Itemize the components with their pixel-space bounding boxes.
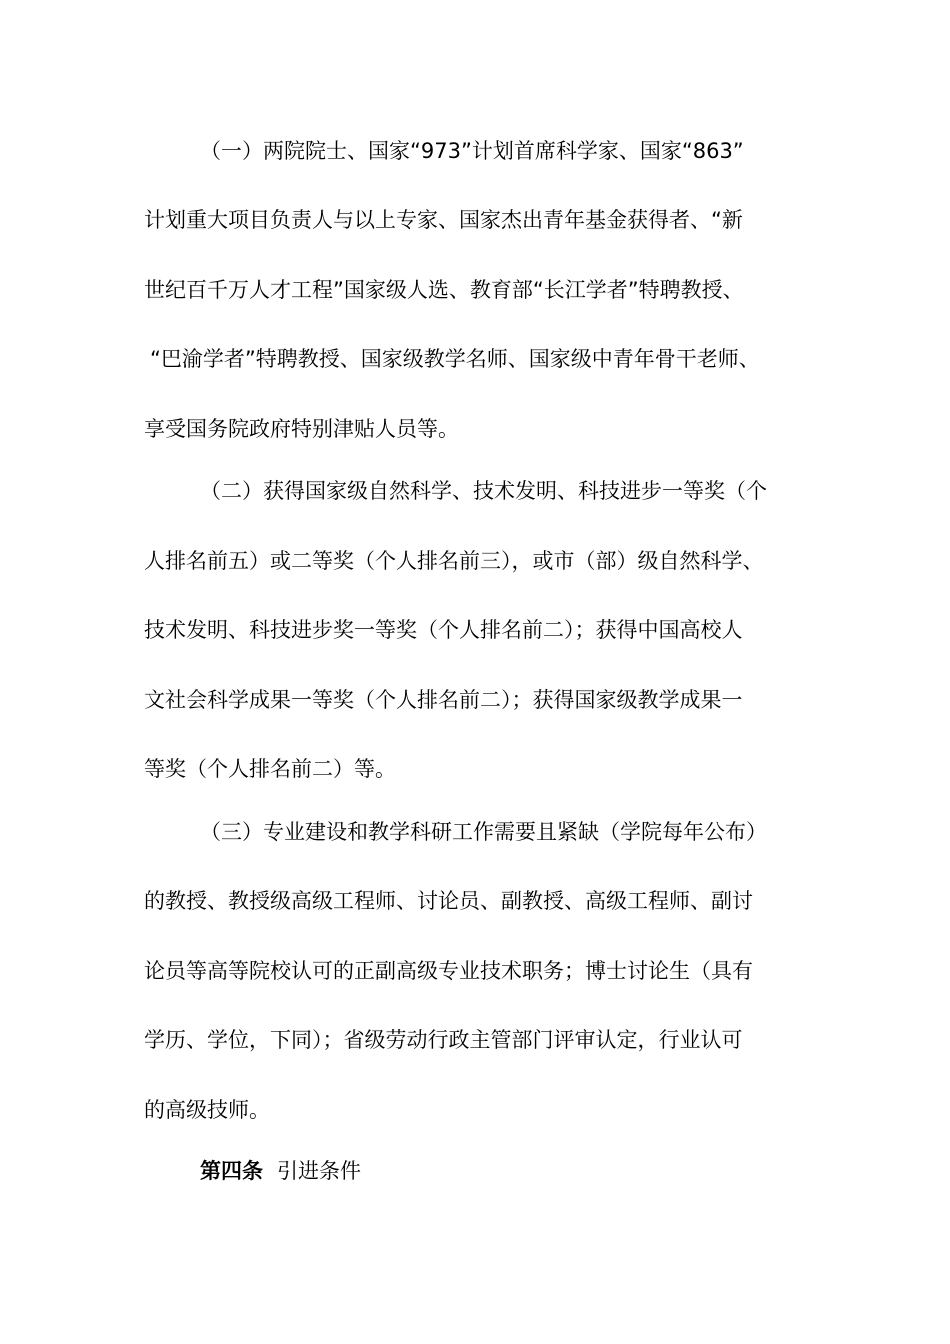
paragraph-2-line-4: 文社会科学成果一等奖（个人排名前二）；获得国家级教学成果一	[144, 688, 743, 712]
article-heading	[200, 1156, 361, 1186]
paragraph-1-line-5: 享受国务院政府特别津贴人员等。	[144, 417, 459, 441]
paragraph-3-line-5: 的高级技师。	[144, 1098, 270, 1122]
paragraph-3-line-4: 学历、学位，下同）；省级劳动行政主管部门评审认定，行业认可	[144, 1028, 743, 1052]
paragraph-3-line-1: （三）专业建设和教学科研工作需要且紧缺（学院每年公布）	[200, 820, 767, 844]
paragraph-3-line-3: 论员等高等院校认可的正副高级专业技术职务；博士讨论生（具有	[144, 959, 753, 983]
paragraph-2-line-2: 人排名前五）或二等奖（个人排名前三），或市（部）级自然科学、	[144, 549, 764, 573]
paragraph-2-line-3: 技术发明、科技进步奖一等奖（个人排名前二）；获得中国高校人	[144, 618, 743, 642]
paragraph-1-line-1: （一）两院院士、国家“973”计划首席科学家、国家“863”	[200, 139, 744, 163]
article-title: 引进条件	[277, 1159, 361, 1183]
paragraph-1-line-3: 世纪百千万人才工程”国家级人选、教育部“长江学者”特聘教授、	[144, 278, 744, 302]
paragraph-1-line-2: 计划重大项目负责人与以上专家、国家杰出青年基金获得者、“新	[144, 208, 743, 232]
paragraph-3-line-2: 的教授、教授级高级工程师、讨论员、副教授、高级工程师、副讨	[144, 889, 753, 913]
article-number: 第四条	[200, 1159, 263, 1183]
paragraph-2-line-5: 等奖（个人排名前二）等。	[144, 757, 396, 781]
paragraph-1-line-4: “巴渝学者”特聘教授、国家级教学名师、国家级中青年骨干老师、	[150, 347, 760, 371]
paragraph-2-line-1: （二）获得国家级自然科学、技术发明、科技进步一等奖（个	[200, 479, 767, 503]
